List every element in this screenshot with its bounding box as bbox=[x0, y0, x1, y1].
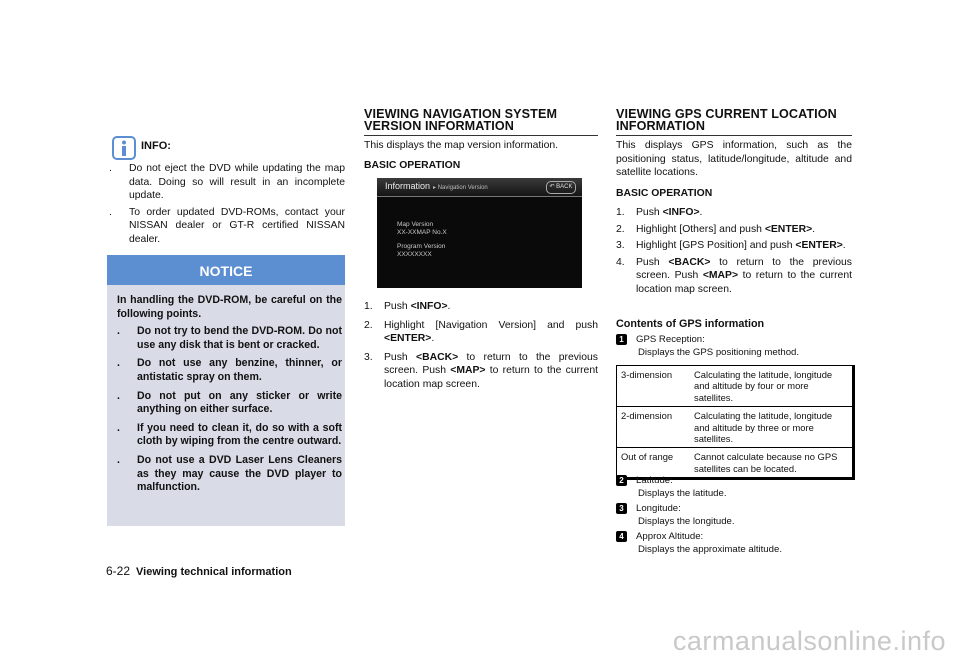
page-footer bbox=[106, 564, 292, 578]
screen-header: Information ▸ Navigation Version ↶ BACK bbox=[377, 178, 582, 197]
screen-title: Information bbox=[385, 181, 431, 191]
nav-steps bbox=[364, 300, 598, 397]
section-title: Viewing technical information bbox=[136, 566, 292, 578]
gps-contents-title: Contents of GPS information bbox=[616, 318, 765, 330]
nav-basic-operation: BASIC OPERATION bbox=[364, 160, 461, 171]
nav-description: This displays the map version information. bbox=[364, 140, 559, 151]
gps-step: 3. Highlight [GPS Position] and push <ENTER>. bbox=[616, 240, 846, 252]
number-3-icon: 3 bbox=[616, 503, 627, 514]
nav-heading-rule bbox=[364, 135, 598, 136]
notice-box bbox=[107, 255, 345, 526]
info-title: INFO: bbox=[141, 140, 171, 152]
gps-mode-table bbox=[616, 365, 855, 480]
nav-version-screenshot bbox=[377, 178, 582, 288]
gps-description: This displays GPS information, such as the positioning status, latitude/longitude, altitude and satellite locations. bbox=[616, 140, 852, 179]
number-4-icon: 4 bbox=[616, 531, 627, 542]
gps-item-3: 3 Longitude: Displays the longitude. bbox=[616, 502, 852, 529]
notice-bullet: . Do not put on any sticker or write anything on either surface. bbox=[117, 389, 342, 416]
gps-item-2: 2 Latitude: Displays the latitude. bbox=[616, 474, 852, 501]
screen-map-label: Map Version bbox=[397, 221, 434, 228]
notice-bullet: . If you need to clean it, do so with a soft cloth by wiping from the centre outward. bbox=[117, 421, 342, 448]
notice-bullet: . Do not use a DVD Laser Lens Cleaners as they may cause the DVD player to malfunction. bbox=[117, 453, 342, 494]
gps-heading: VIEWING GPS CURRENT LOCATION INFORMATION bbox=[616, 107, 837, 133]
gps-step: 1. Push <INFO>. bbox=[616, 207, 703, 218]
info-bullet: . To order updated DVD-ROMs, contact your NISSAN dealer or GT-R certified NISSAN dealer. bbox=[109, 206, 345, 245]
notice-bullet: . Do not try to bend the DVD-ROM. Do not use any disk that is bent or cracked. bbox=[117, 325, 342, 351]
gps-item-4: 4 Approx Altitude: Displays the approximate altitude. bbox=[616, 530, 852, 557]
notice-bullet: . Do not use any benzine, thinner, or antistatic spray on them. bbox=[117, 357, 342, 383]
number-1-icon: 1 bbox=[616, 334, 627, 345]
screen-map-value: XX-XXMAP No.X bbox=[397, 229, 447, 236]
number-2-icon: 2 bbox=[616, 475, 627, 486]
watermark: carmanualsonline.info bbox=[672, 626, 946, 656]
gps-heading-rule bbox=[616, 135, 852, 136]
notice-body bbox=[117, 294, 342, 500]
table-row: Out of range Cannot calculate because no GPS satellites can be located. bbox=[617, 448, 852, 478]
notice-title: NOTICE bbox=[107, 255, 345, 285]
screen-subtitle: Navigation Version bbox=[437, 185, 488, 191]
page-number: 6-22 bbox=[106, 564, 131, 578]
gps-steps bbox=[616, 206, 852, 300]
nav-step: 2. Highlight [Navigation Version] and push <ENTER>. bbox=[364, 319, 598, 345]
nav-heading: VIEWING NAVIGATION SYSTEM VERSION INFORMATION bbox=[364, 107, 558, 133]
table-row: 2-dimension Calculating the latitude, longitude and altitude by three or more satellites. bbox=[617, 407, 852, 448]
screen-back-button: ↶ BACK bbox=[546, 181, 576, 194]
gps-basic-operation: BASIC OPERATION bbox=[616, 188, 713, 199]
info-icon bbox=[112, 136, 136, 160]
gps-step: 2. Highlight [Others] and push <ENTER>. bbox=[616, 223, 816, 235]
screen-program-label: Program Version bbox=[397, 243, 446, 250]
nav-step: 3. Push <BACK> to return to the previous screen. Push <MAP> to return to the current location map screen. bbox=[364, 351, 599, 390]
screen-program-value: XXXXXXXX bbox=[397, 251, 432, 258]
notice-intro: In handling the DVD-ROM, be careful on the following points. bbox=[117, 294, 342, 320]
gps-item-1: 1 GPS Reception: Displays the GPS positioning method. bbox=[616, 333, 852, 360]
info-bullet: . Do not eject the DVD while updating the map data. Doing so will result in an incomplete update. bbox=[109, 163, 345, 202]
gps-step: 4. Push <BACK> to return to the previous screen. Push <MAP> to return to the current location map screen. bbox=[616, 256, 852, 295]
info-bullets bbox=[109, 162, 345, 250]
table-row: 3-dimension Calculating the latitude, longitude and altitude by four or more satellites. bbox=[617, 366, 852, 407]
nav-step: 1. Push <INFO>. bbox=[364, 301, 451, 312]
